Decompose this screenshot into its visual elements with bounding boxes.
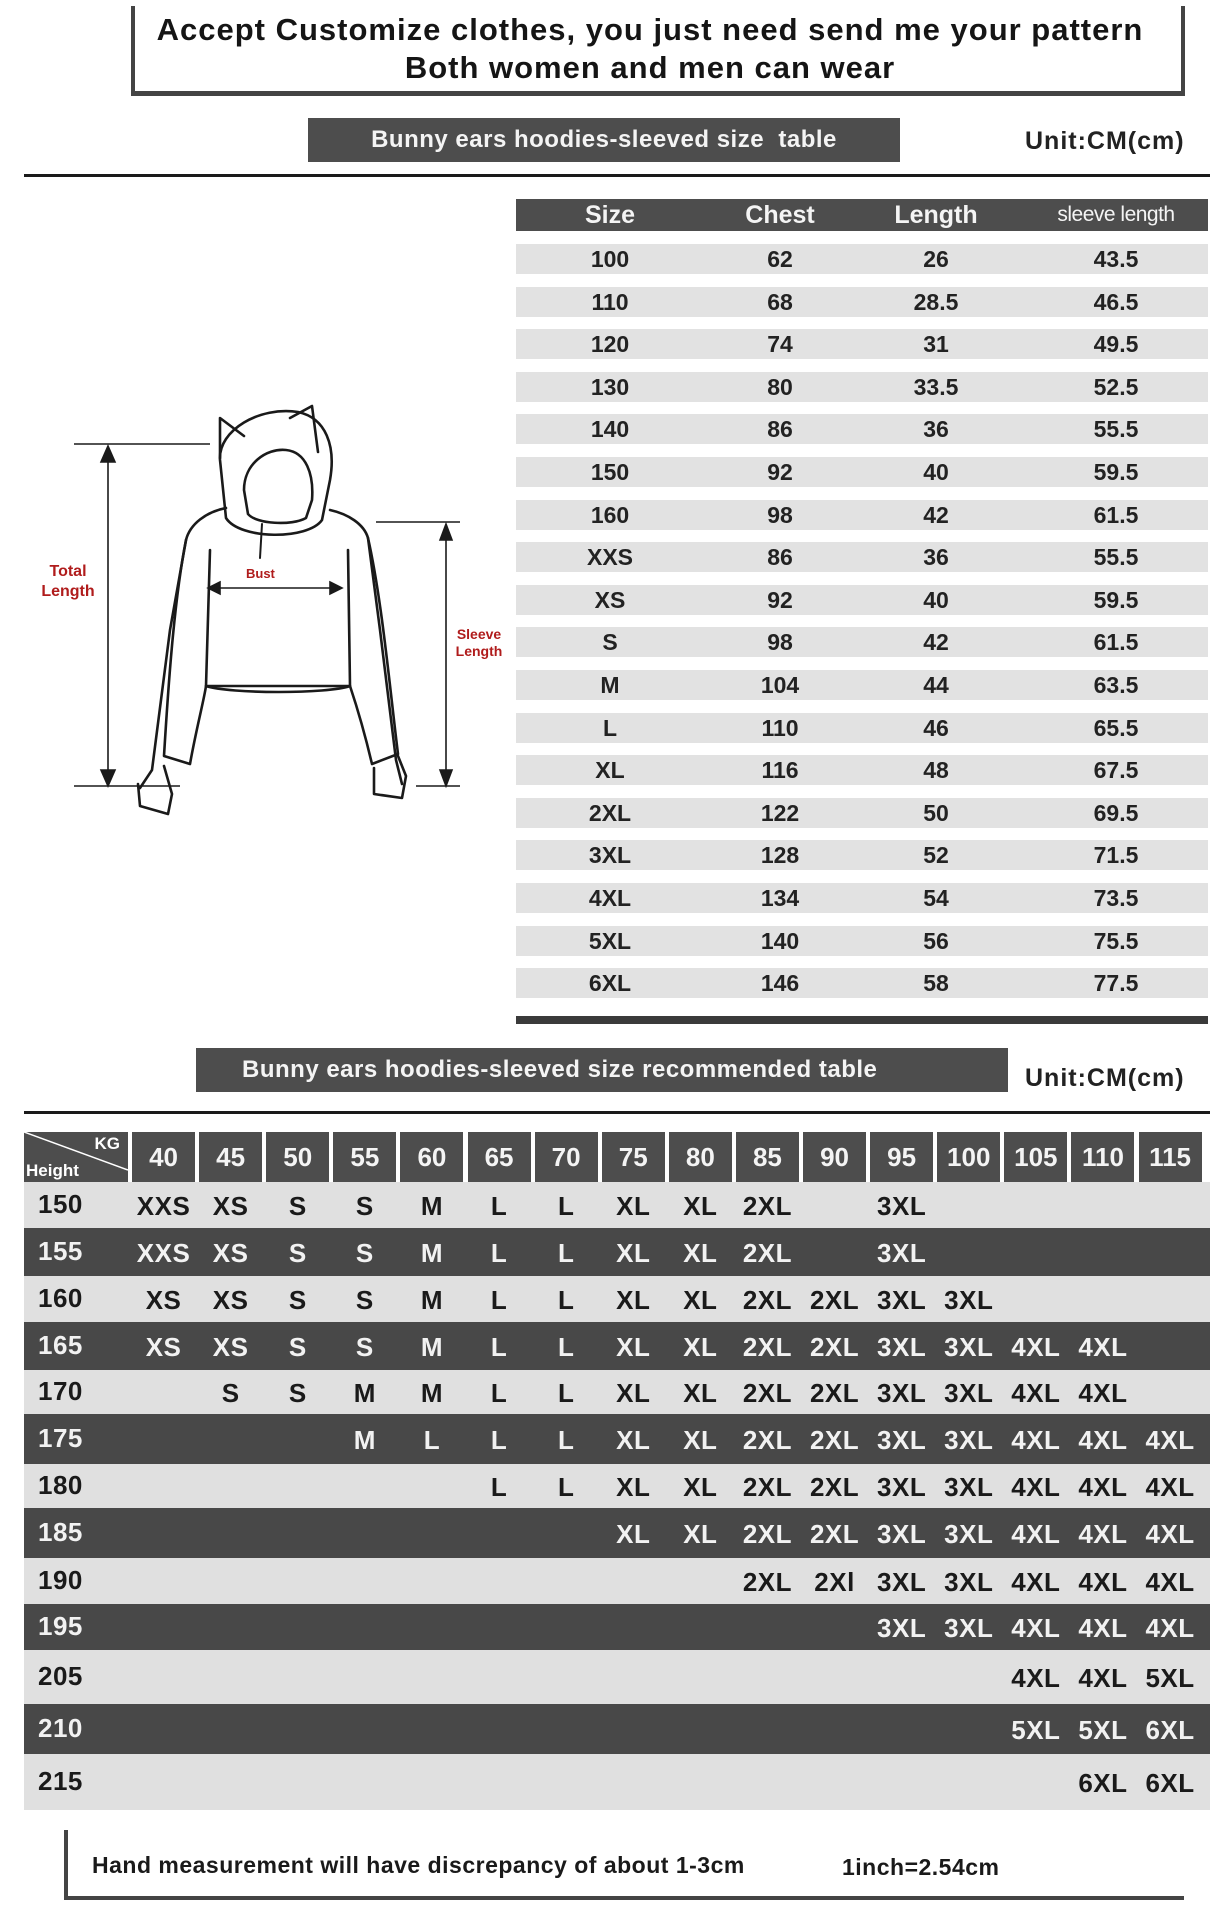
- table-row: [24, 1414, 1210, 1464]
- table-row: [516, 968, 1208, 998]
- height-value: 180: [38, 1470, 83, 1500]
- cell-sleeve-length: 59.5: [1093, 586, 1139, 613]
- inch-conversion: 1inch=2.54cm: [842, 1854, 1000, 1880]
- weight-header-cell: 75: [602, 1132, 665, 1182]
- size-recommendation: 2XL: [809, 1425, 860, 1455]
- size-recommendation: L: [490, 1332, 508, 1362]
- cell-length: 50: [923, 799, 949, 826]
- drawstring: [260, 524, 262, 558]
- cell-length: 46: [923, 714, 949, 741]
- weight-header-cell: 60: [400, 1132, 463, 1182]
- column-header-sleeve-length: sleeve length: [1057, 203, 1175, 226]
- size-recommendation: XL: [683, 1191, 718, 1221]
- table-row: [24, 1558, 1210, 1604]
- weight-header-cell: 45: [199, 1132, 262, 1182]
- size-recommendation: L: [557, 1191, 575, 1221]
- size-recommendation: XS: [212, 1332, 249, 1362]
- size-recommendation: XL: [616, 1472, 651, 1502]
- size-table-banner-text: Bunny ears hoodies-sleeved size table: [371, 126, 837, 153]
- height-value: 195: [38, 1611, 83, 1641]
- size-recommendation: S: [288, 1238, 307, 1268]
- size-recommendation: 6XL: [1145, 1768, 1195, 1798]
- size-table-banner: [308, 118, 900, 162]
- table-row: [516, 926, 1208, 956]
- height-value: 190: [38, 1565, 83, 1595]
- cell-sleeve-length: 46.5: [1093, 288, 1139, 315]
- table-row: [516, 457, 1208, 487]
- cell-chest: 74: [767, 331, 793, 358]
- cell-length: 36: [923, 416, 949, 443]
- size-recommendation: M: [420, 1285, 444, 1315]
- cell-chest: 104: [760, 672, 800, 698]
- size-recommendation: L: [557, 1332, 575, 1362]
- header-subtitle: Both women and men can wear: [404, 50, 896, 85]
- size-recommendation: 2XL: [742, 1332, 793, 1362]
- hood-opening: [244, 450, 312, 523]
- column-header-size: Size: [584, 201, 636, 229]
- height-value: 185: [38, 1517, 83, 1547]
- size-recommendation: XL: [683, 1285, 718, 1315]
- cell-chest: 86: [767, 544, 793, 571]
- size-recommendation: M: [420, 1378, 444, 1408]
- left-sleeve: [164, 540, 206, 764]
- cell-sleeve-length: 52.5: [1093, 373, 1139, 400]
- size-recommendation: M: [420, 1332, 444, 1362]
- size-recommendation: XS: [212, 1238, 249, 1268]
- size-recommendation: L: [557, 1425, 575, 1455]
- cell-chest: 80: [767, 373, 793, 400]
- cell-sleeve-length: 75.5: [1093, 927, 1139, 954]
- size-recommendation: XL: [616, 1425, 651, 1455]
- weight-header-cell: 50: [266, 1132, 329, 1182]
- size-recommendation: 5XL: [1078, 1715, 1128, 1745]
- cell-size: S: [602, 629, 618, 656]
- size-recommendation: 3XL: [944, 1332, 994, 1362]
- header-title: Accept Customize clothes, you just need send me your pattern: [156, 12, 1144, 47]
- cell-length: 54: [923, 885, 949, 911]
- table-row: [24, 1228, 1210, 1276]
- size-recommendation: 3XL: [877, 1332, 927, 1362]
- size-recommendation: 3XL: [877, 1567, 927, 1597]
- table-row: [516, 798, 1208, 828]
- cell-sleeve-length: 71.5: [1093, 842, 1139, 869]
- table-row: [24, 1464, 1210, 1508]
- cell-chest: 68: [767, 288, 793, 315]
- size-recommendation: 4XL: [1145, 1425, 1195, 1455]
- cell-sleeve-length: 55.5: [1093, 416, 1139, 443]
- size-recommendation: 2XL: [809, 1378, 860, 1408]
- size-recommendation: XL: [616, 1285, 651, 1315]
- cell-length: 44: [923, 672, 949, 698]
- size-recommendation: XL: [616, 1378, 651, 1408]
- size-recommendation: 2XL: [742, 1425, 793, 1455]
- size-recommendation: 2XL: [809, 1332, 860, 1362]
- cell-chest: 86: [767, 416, 793, 443]
- size-recommendation: XL: [683, 1519, 718, 1549]
- cell-length: 42: [923, 501, 949, 528]
- size-recommendation: 3XL: [877, 1191, 927, 1221]
- size-recommendation: 4XL: [1011, 1519, 1061, 1549]
- size-recommendation: XS: [212, 1191, 249, 1221]
- measurement-note: Hand measurement will have discrepancy of about 1-3cm: [92, 1852, 745, 1878]
- size-recommendation: M: [353, 1425, 376, 1455]
- size-recommendation: 4XL: [1011, 1567, 1061, 1597]
- cell-sleeve-length: 65.5: [1093, 714, 1139, 741]
- weight-header-cell: 55: [333, 1132, 396, 1182]
- cell-length: 40: [923, 459, 949, 485]
- size-recommendation: L: [490, 1238, 508, 1268]
- size-recommendation: 3XL: [944, 1285, 994, 1315]
- cell-sleeve-length: 61.5: [1093, 501, 1139, 528]
- cell-chest: 110: [761, 714, 799, 741]
- size-recommendation: XL: [616, 1191, 651, 1221]
- cell-sleeve-length: 55.5: [1093, 544, 1139, 571]
- size-recommendation: 4XL: [1011, 1472, 1061, 1502]
- table-row: [24, 1704, 1210, 1754]
- table-row: [516, 585, 1208, 615]
- size-table-header: [516, 199, 1208, 231]
- cell-size: 100: [590, 246, 630, 272]
- table-row: [516, 329, 1208, 359]
- size-recommendation: 4XL: [1078, 1613, 1128, 1643]
- size-table-bottom-rule: [516, 1016, 1208, 1024]
- size-recommendation: 3XL: [877, 1285, 927, 1315]
- cell-size: 140: [590, 416, 630, 443]
- size-recommendation: XL: [616, 1332, 651, 1362]
- size-recommendation: XL: [616, 1519, 651, 1549]
- cell-chest: 128: [760, 842, 800, 869]
- cell-length: 48: [923, 757, 949, 784]
- height-value: 160: [38, 1283, 83, 1313]
- cell-chest: 92: [767, 586, 793, 613]
- divider: [24, 174, 1210, 177]
- size-recommendation: S: [288, 1378, 307, 1408]
- cell-length: 58: [923, 970, 949, 997]
- cell-length: 52: [923, 842, 949, 869]
- size-recommendation: 4XL: [1078, 1472, 1128, 1502]
- column-header-chest: Chest: [745, 201, 815, 229]
- cell-chest: 98: [767, 629, 793, 656]
- size-recommendation: 5XL: [1145, 1663, 1195, 1693]
- size-recommendation: L: [557, 1238, 575, 1268]
- height-value: 150: [38, 1189, 83, 1219]
- height-value: 175: [38, 1423, 83, 1453]
- size-recommendation: XL: [683, 1472, 718, 1502]
- height-value: 170: [38, 1376, 83, 1406]
- height-value: 210: [38, 1713, 83, 1743]
- table-row: [516, 883, 1208, 913]
- table-row: [24, 1370, 1210, 1414]
- cell-chest: 62: [767, 246, 793, 272]
- right-sleeve: [350, 538, 398, 764]
- cell-size: 3XL: [588, 842, 632, 869]
- table-row: [24, 1754, 1210, 1810]
- cell-size: 2XL: [588, 799, 632, 826]
- bust-label: Bust: [246, 566, 275, 581]
- size-recommendation: 4XL: [1078, 1425, 1128, 1455]
- size-recommendation: 4XL: [1078, 1663, 1128, 1693]
- cell-length: 56: [923, 927, 949, 954]
- cell-chest: 134: [760, 885, 800, 911]
- size-recommendation: 4XL: [1011, 1332, 1061, 1362]
- size-recommendation: XL: [683, 1378, 718, 1408]
- corner-height-label: Height: [26, 1161, 79, 1180]
- cell-size: 160: [590, 501, 630, 528]
- table-row: [24, 1508, 1210, 1558]
- cell-sleeve-length: 73.5: [1093, 885, 1139, 911]
- weight-header-cell: 40: [132, 1132, 195, 1182]
- size-recommendation: 2XL: [742, 1567, 793, 1597]
- table-row: [516, 542, 1208, 572]
- cell-size: 150: [590, 459, 630, 485]
- size-recommendation: 3XL: [877, 1238, 927, 1268]
- total-length-label: Total Length: [41, 563, 95, 600]
- cell-size: L: [602, 714, 618, 741]
- weight-header-cell: 100: [937, 1132, 1000, 1182]
- cell-sleeve-length: 69.5: [1093, 799, 1139, 826]
- cell-length: 31: [923, 331, 949, 358]
- column-header-length: Length: [894, 201, 978, 229]
- cell-chest: 146: [760, 970, 800, 997]
- cell-length: 36: [923, 544, 949, 571]
- size-recommendation: 2XL: [809, 1472, 860, 1502]
- table-row: [24, 1182, 1210, 1228]
- size-recommendation: L: [557, 1285, 575, 1315]
- table-row: [516, 414, 1208, 444]
- size-recommendation: 3XL: [877, 1378, 927, 1408]
- cell-size: 6XL: [588, 970, 632, 997]
- cell-length: 28.5: [913, 288, 959, 315]
- weight-header-cell: 80: [669, 1132, 732, 1182]
- size-recommendation: XXS: [136, 1238, 191, 1268]
- size-recommendation: L: [423, 1425, 441, 1455]
- size-recommendation: 4XL: [1145, 1613, 1195, 1643]
- cell-sleeve-length: 59.5: [1093, 459, 1139, 485]
- size-recommendation: XL: [683, 1238, 718, 1268]
- size-recommendation: 4XL: [1011, 1378, 1061, 1408]
- weight-header-cell: 85: [736, 1132, 799, 1182]
- size-recommendation: S: [288, 1332, 307, 1362]
- cell-size: 110: [591, 288, 629, 315]
- cell-sleeve-length: 61.5: [1093, 629, 1139, 656]
- size-recommendation: XS: [145, 1332, 182, 1362]
- size-recommendation: 3XL: [944, 1519, 994, 1549]
- cell-size: 5XL: [588, 927, 632, 954]
- cell-size: 130: [590, 373, 630, 400]
- cell-chest: 92: [767, 459, 793, 485]
- cell-chest: 140: [760, 927, 800, 954]
- size-recommendation: 4XL: [1078, 1519, 1128, 1549]
- cell-size: 120: [590, 331, 630, 358]
- size-recommendation: XS: [212, 1285, 249, 1315]
- size-recommendation: L: [557, 1472, 575, 1502]
- cell-sleeve-length: 67.5: [1093, 757, 1139, 784]
- weight-header-cell: 105: [1004, 1132, 1067, 1182]
- size-recommendation: 2XL: [742, 1519, 793, 1549]
- size-recommendation: M: [420, 1191, 444, 1221]
- size-recommendation: 6XL: [1078, 1768, 1128, 1798]
- size-recommendation: 3XL: [944, 1472, 994, 1502]
- size-recommendation: 2XL: [809, 1285, 860, 1315]
- table-row: [24, 1276, 1210, 1322]
- weight-header-cell: 115: [1139, 1132, 1202, 1182]
- sleeve-length-label: Sleeve Length: [455, 626, 503, 659]
- size-recommendation: S: [288, 1191, 307, 1221]
- size-recommendation: 4XL: [1145, 1519, 1195, 1549]
- size-recommendation: L: [490, 1425, 508, 1455]
- table-row: [516, 244, 1208, 274]
- table-row: [516, 840, 1208, 870]
- size-recommendation: 2XL: [742, 1238, 793, 1268]
- size-recommendation: XL: [616, 1238, 651, 1268]
- table-row: [24, 1650, 1210, 1704]
- cell-length: 40: [923, 586, 949, 613]
- size-recommendation: 3XL: [944, 1567, 994, 1597]
- size-recommendation: L: [557, 1378, 575, 1408]
- cell-size: XL: [595, 757, 625, 784]
- size-recommendation: 4XL: [1078, 1378, 1128, 1408]
- size-recommendation: 4XL: [1145, 1472, 1195, 1502]
- size-recommendation: 4XL: [1011, 1425, 1061, 1455]
- size-recommendation: 3XL: [877, 1472, 927, 1502]
- size-recommendation: 2XL: [742, 1191, 793, 1221]
- size-recommendation: 4XL: [1145, 1567, 1195, 1597]
- hoodie-diagram: [30, 400, 510, 820]
- size-recommendation: 2XL: [742, 1378, 793, 1408]
- size-recommendation: L: [490, 1191, 508, 1221]
- cell-chest: 122: [760, 799, 800, 826]
- table-row: [516, 287, 1208, 317]
- size-recommendation: S: [355, 1238, 374, 1268]
- cell-chest: 98: [767, 501, 793, 528]
- table-row: [24, 1322, 1210, 1370]
- size-recommendation: 2Xl: [814, 1567, 855, 1597]
- cell-sleeve-length: 49.5: [1093, 331, 1139, 358]
- size-table-unit: Unit:CM(cm): [1025, 127, 1185, 155]
- cell-size: M: [600, 672, 620, 698]
- size-recommendation: L: [490, 1285, 508, 1315]
- size-recommendation: S: [221, 1378, 240, 1408]
- table-row: [24, 1604, 1210, 1650]
- weight-header-cell: 110: [1071, 1132, 1134, 1182]
- size-recommendation: 2XL: [742, 1472, 793, 1502]
- height-value: 205: [38, 1661, 83, 1691]
- table-row: [516, 627, 1208, 657]
- table-corner-cell: [24, 1132, 128, 1182]
- left-cuff: [138, 766, 172, 814]
- size-recommendation: 3XL: [944, 1425, 994, 1455]
- cell-chest: 116: [761, 757, 799, 784]
- divider: [24, 1111, 1210, 1114]
- height-value: 155: [38, 1236, 83, 1266]
- size-recommendation: XXS: [136, 1191, 191, 1221]
- cell-size: 4XL: [588, 885, 632, 911]
- size-recommendation: 2XL: [809, 1519, 860, 1549]
- size-recommendation: L: [490, 1472, 508, 1502]
- size-recommendation: XL: [683, 1332, 718, 1362]
- size-recommendation: M: [353, 1378, 376, 1408]
- size-recommendation: XL: [683, 1425, 718, 1455]
- size-recommendation: 3XL: [877, 1613, 927, 1643]
- table-row: [516, 670, 1208, 700]
- weight-header-cell: 90: [803, 1132, 866, 1182]
- cell-length: 42: [923, 629, 949, 656]
- cell-size: XS: [594, 586, 626, 613]
- table-row: [516, 755, 1208, 785]
- size-recommendation: 2XL: [742, 1285, 793, 1315]
- size-recommendation: 3XL: [877, 1519, 927, 1549]
- size-recommendation: S: [355, 1191, 374, 1221]
- cell-sleeve-length: 63.5: [1093, 672, 1139, 698]
- size-recommendation: S: [355, 1285, 374, 1315]
- table-row: [516, 500, 1208, 530]
- recommended-table-banner-text: Bunny ears hoodies-sleeved size recommended table: [242, 1056, 878, 1083]
- size-recommendation: 4XL: [1011, 1613, 1061, 1643]
- size-recommendation: 3XL: [877, 1425, 927, 1455]
- recommended-table-unit: Unit:CM(cm): [1025, 1064, 1185, 1092]
- cell-sleeve-length: 43.5: [1093, 246, 1139, 272]
- size-recommendation: L: [490, 1378, 508, 1408]
- size-recommendation: 4XL: [1078, 1332, 1128, 1362]
- weight-header-cell: 65: [468, 1132, 531, 1182]
- size-recommendation: 4XL: [1011, 1663, 1061, 1693]
- size-recommendation: 4XL: [1078, 1567, 1128, 1597]
- size-recommendation: 6XL: [1145, 1715, 1195, 1745]
- size-recommendation: XS: [145, 1285, 182, 1315]
- body-outline: [206, 550, 350, 686]
- size-recommendation: 3XL: [944, 1378, 994, 1408]
- corner-kg-label: KG: [94, 1134, 120, 1153]
- height-value: 215: [38, 1766, 83, 1796]
- cell-length: 26: [923, 246, 949, 272]
- size-recommendation: S: [355, 1332, 374, 1362]
- table-row: [516, 372, 1208, 402]
- recommended-table-banner: [196, 1048, 1008, 1092]
- cell-length: 33.5: [913, 373, 959, 400]
- weight-header-cell: 70: [535, 1132, 598, 1182]
- weight-header-cell: 95: [870, 1132, 933, 1182]
- size-recommendation: M: [420, 1238, 444, 1268]
- table-row: [516, 713, 1208, 743]
- cell-sleeve-length: 77.5: [1093, 970, 1139, 997]
- size-recommendation: S: [288, 1285, 307, 1315]
- height-value: 165: [38, 1330, 83, 1360]
- cell-size: XXS: [586, 544, 634, 571]
- size-recommendation: 5XL: [1011, 1715, 1061, 1745]
- size-recommendation: 3XL: [944, 1613, 994, 1643]
